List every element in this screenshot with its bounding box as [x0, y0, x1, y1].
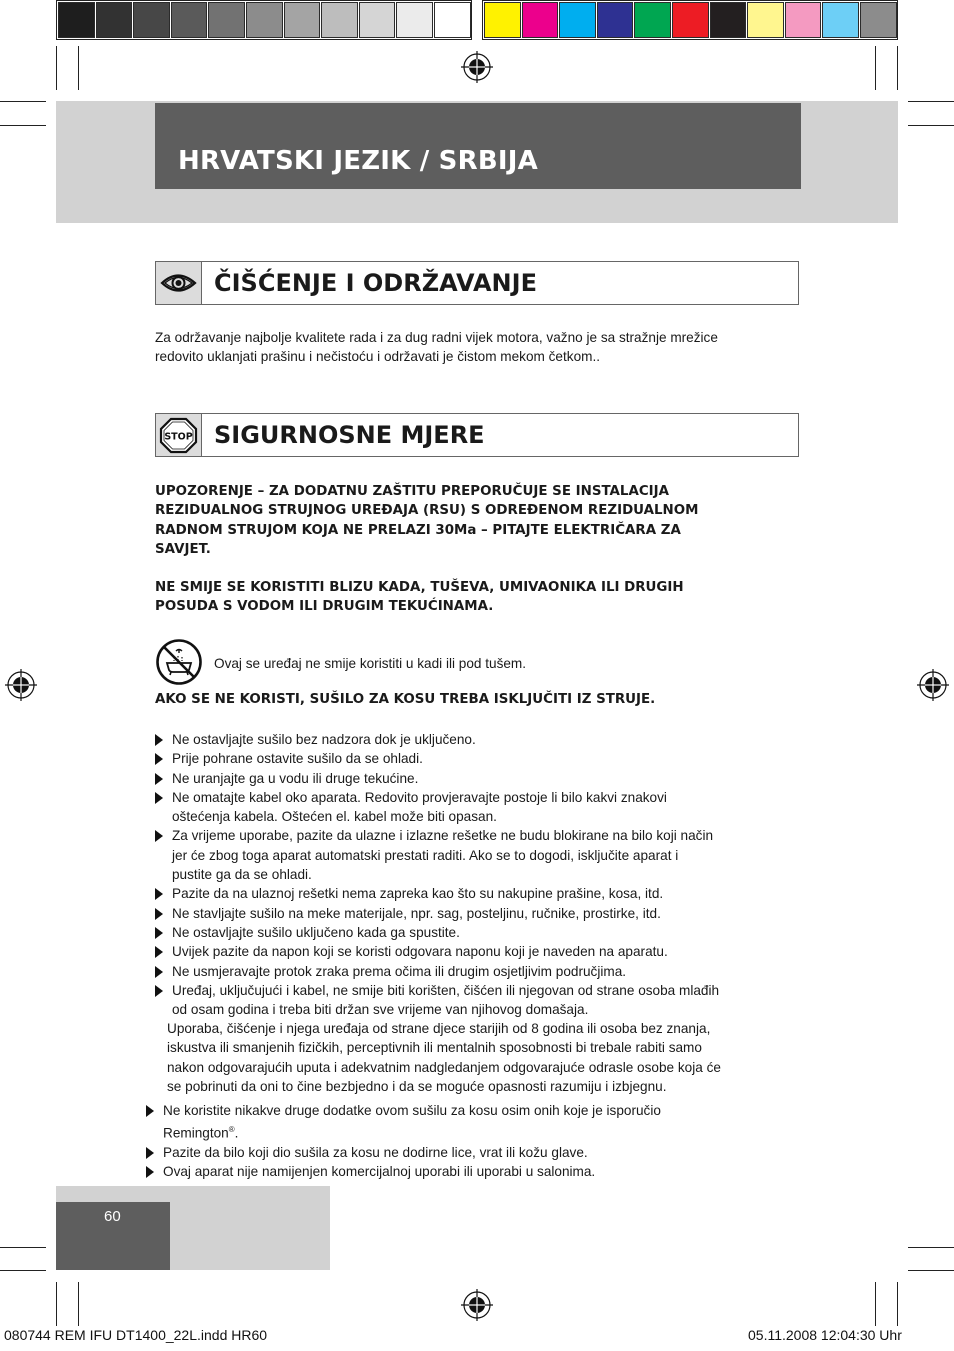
section-safety-header: [155, 413, 799, 457]
registration-mark-icon: [461, 1289, 493, 1321]
list-item: Ne stavljajte sušilo na meke materijale, npr. sag, posteljinu, ručnike, prostirke, itd.: [155, 904, 805, 923]
slug-filename: 080744 REM IFU DT1400_22L.indd HR60: [4, 1327, 268, 1343]
bullet-arrow-icon: [155, 908, 163, 920]
bullet-arrow-icon: [146, 1166, 154, 1178]
bullet-arrow-icon: [155, 792, 163, 804]
slug-timestamp: 05.11.2008 12:04:30 Uhr: [748, 1327, 902, 1343]
bath-note: Ovaj se uređaj ne smije koristiti u kadi ili pod tušem.: [214, 656, 527, 671]
list-item: Ovaj aparat nije namijenjen komercijalnoj uporabi ili uporabi u salonima.: [146, 1162, 806, 1181]
bullet-arrow-icon: [155, 888, 163, 900]
crop-mark: [78, 1282, 79, 1326]
color-swatch: [634, 2, 671, 38]
bullet-arrow-icon: [155, 773, 163, 785]
color-swatch: [559, 2, 596, 38]
crop-mark: [0, 1270, 46, 1271]
list-item: Pazite da bilo koji dio sušila za kosu ne dodirne lice, vrat ili kožu glave.: [146, 1143, 806, 1162]
stop-sign-label: STOP: [164, 431, 193, 443]
bullet-arrow-icon: [155, 946, 163, 958]
list-item: Ne ostavljajte sušilo bez nadzora dok je uključeno.: [155, 730, 805, 749]
page-title: HRVATSKI JEZIK / SRBIJA: [178, 146, 538, 176]
registration-mark-icon: [917, 669, 949, 701]
crop-mark: [56, 1282, 57, 1326]
color-swatch: [785, 2, 822, 38]
gray-swatch: [321, 2, 358, 38]
list-item: Ne koristite nikakve druge dodatke ovom sušilu za kosu osim onih koje je isporučio Remington®.: [146, 1101, 806, 1143]
color-swatch: [597, 2, 634, 38]
color-swatch: [822, 2, 859, 38]
list-item: Uređaj, uključujući i kabel, ne smije biti korišten, čišćen ili njegovan od strane osoba mlađih od osam godina i treba biti držan sve vrijeme van njihovog domašaja.: [155, 981, 805, 1020]
safety-bullet-list-2: [146, 1101, 806, 1182]
warning-water: NE SMIJE SE KORISTITI BLIZU KADA, TUŠEVA, UMIVAONIKA ILI DRUGIH POSUDA S VODOM ILI DRUGIM TEKUĆINAMA.: [155, 580, 684, 615]
crop-mark: [0, 125, 46, 126]
gray-swatch: [208, 2, 245, 38]
color-swatch: [672, 2, 709, 38]
bullet-arrow-icon: [155, 966, 163, 978]
color-swatch: [710, 2, 747, 38]
color-swatch: [484, 2, 521, 38]
eye-icon: [156, 262, 201, 304]
children-note: Uporaba, čišćenje i njega uređaja od strane djece starijih od 8 godina ili osoba bez znanja, iskustva ili smanjenih fizičkih, perceptivnih ili mentalnih sposobnosti bi trebale rabiti samo nakon odgovarajućih uputa i adekvatnim nadgledanjem odgovarajuće odrasle osobe koja će se pobrinuti da oni to čine bezbjedno i da se moguće opasnosti razumiju i izbjegnu.: [167, 1021, 721, 1094]
section-title: SIGURNOSNE MJERE: [214, 421, 485, 449]
crop-mark: [0, 101, 46, 102]
color-swatch: [522, 2, 559, 38]
gray-swatch: [359, 2, 396, 38]
color-swatch: [747, 2, 784, 38]
bullet-arrow-icon: [155, 734, 163, 746]
crop-mark: [897, 46, 898, 90]
bullet-arrow-icon: [146, 1147, 154, 1159]
crop-mark: [78, 46, 79, 90]
crop-mark: [908, 1270, 954, 1271]
list-item: Ne omatajte kabel oko aparata. Redovito provjeravajte postoje li bilo kakvi znakovi oštećenja kabela. Oštećen el. kabel može biti opasan.: [155, 788, 805, 827]
bullet-arrow-icon: [155, 753, 163, 765]
gray-swatch: [58, 2, 95, 38]
list-item: Pazite da na ulaznoj rešetki nema zapreka kao što su nakupine prašine, kosa, itd.: [155, 884, 805, 903]
list-item: Ne usmjeravajte protok zraka prema očima ili drugim osjetljivim područjima.: [155, 962, 805, 981]
cleaning-paragraph: Za održavanje najbolje kvalitete rada i za dug radni vijek motora, važno je sa stražnje mrežice redovito uklanjati prašinu i nečistoću i održavati je čistom mekom četkom..: [155, 330, 718, 364]
color-swatch: [860, 2, 897, 38]
gray-swatch: [284, 2, 321, 38]
warning-rcd: UPOZORENJE – ZA DODATNU ZAŠTITU PREPORUČUJE SE INSTALACIJA REZIDUALNOG STRUJNOG UREĐAJA (RSU) S ODREĐENOM REZIDUALNOM RADNOM STRUJOM KOJA NE PRELAZI 30Ma – PITAJTE ELEKTRIČARA ZA SAVJET.: [155, 484, 699, 558]
gray-swatch: [96, 2, 133, 38]
crop-mark: [875, 1282, 876, 1326]
safety-bullet-list: [155, 730, 805, 1019]
gray-swatch: [171, 2, 208, 38]
list-item: Prije pohrane ostavite sušilo da se ohladi.: [155, 749, 805, 768]
page-number: 60: [104, 1208, 121, 1225]
list-item: Uvijek pazite da napon koji se koristi odgovara naponu koji je naveden na aparatu.: [155, 942, 805, 961]
list-item: Ne uranjajte ga u vodu ili druge tekućine.: [155, 769, 805, 788]
stop-sign-icon: [156, 414, 201, 456]
no-bath-icon: [155, 638, 203, 686]
crop-mark: [875, 46, 876, 90]
unplug-warning: AKO SE NE KORISTI, SUŠILO ZA KOSU TREBA ISKLJUČITI IZ STRUJE.: [155, 692, 656, 707]
crop-mark: [0, 1247, 46, 1248]
gray-swatch: [246, 2, 283, 38]
gray-swatch: [396, 2, 433, 38]
list-item: Ne ostavljajte sušilo uključeno kada ga spustite.: [155, 923, 805, 942]
gray-swatch: [133, 2, 170, 38]
section-title: ČIŠĆENJE I ODRŽAVANJE: [214, 269, 537, 297]
bullet-arrow-icon: [155, 927, 163, 939]
crop-mark: [56, 46, 57, 90]
bullet-arrow-icon: [155, 830, 163, 842]
registration-mark-icon: [461, 51, 493, 83]
list-item: Za vrijeme uporabe, pazite da ulazne i izlazne rešetke ne budu blokirane na bilo koji način jer će zbog toga aparat automatski prestati raditi. Ako se to dogodi, isključite aparat i pustite ga da se ohladi.: [155, 826, 805, 884]
bullet-arrow-icon: [146, 1105, 154, 1117]
section-cleaning-header: [155, 261, 799, 305]
trademark-symbol: ®: [228, 1125, 235, 1135]
crop-mark: [897, 1282, 898, 1326]
crop-mark: [908, 101, 954, 102]
bullet-arrow-icon: [155, 985, 163, 997]
crop-mark: [908, 125, 954, 126]
gray-swatch: [434, 2, 471, 38]
registration-mark-icon: [5, 669, 37, 701]
crop-mark: [908, 1247, 954, 1248]
